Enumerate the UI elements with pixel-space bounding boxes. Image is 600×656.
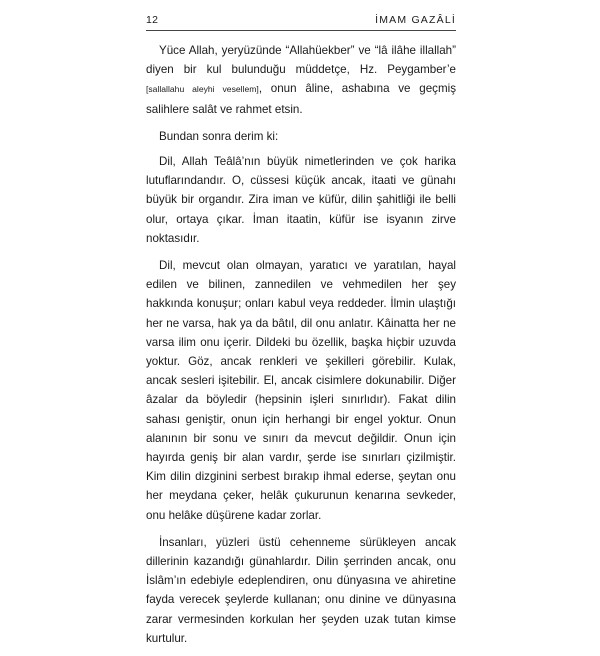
page-number: 12 [146, 14, 159, 26]
paragraph-invocation: Yüce Allah, yeryüzünde “Allahüekber” ve “lâ ilâhe illallah” diyen bir kul bulunduğu müddetçe, Hz. Peygamber’e [sallallahu aleyhi vesellem], onun âline, ashabına ve geçmiş salihlere salât ve rahmet etsin. [146, 44, 456, 116]
salawat-note: [sallallahu aleyhi vesellem] [146, 84, 259, 95]
paragraph-intro: Bundan sonra derim ki: [159, 129, 279, 143]
header-rule [146, 30, 456, 31]
running-title: İMAM GAZÂLİ [375, 14, 456, 26]
page-body [146, 41, 456, 656]
paragraph-body: Dil, mevcut olan olmayan, yaratıcı ve yaratılan, hayal edilen ve bilinen, zannedilen ve vehmedilen her şey hakkında konuşur; onları kabul veya reddeder. İlmin ulaştığı her ne varsa, hak ya da bâtıl, dil onu anlatır. Kâinatta her ne varsa ilim onu içerir. Dildeki bu özellik, başka hiçbir uzuvda yoktur. Göz, ancak renkleri ve şekilleri görebilir. Kulak, ancak sesleri işitebilir. El, ancak cisimlere dokunabilir. Diğer âzalar da böyledir (hepsinin işleri sınırlıdır). Fakat dilin sahası geniştir, onun için herhangi bir engel yoktur. Onun alanının bir sonu ve sınırı da mevcut değildir. Onun için hayırda geniş bir alan vardır, şerde ise sınırları çizilmiştir. Kim dilin dizginini serbest bırakıp ihmal ederse, şeytan onu her meydana çeker, helâk çukurunun kenarına sevkeder, onu helâke düşürene kadar zorlar. [146, 259, 456, 522]
paragraph-body: Dil, Allah Teâlâ’nın büyük nimetlerinden ve çok harika lutuflarındandır. O, cüssesi küçük ancak, itaati ve günahı büyük bir organdır. Zira iman ve küfür, dilin şahitliği ile belli olur, ortaya çıkar. İman itaatin, küfür ise isyanın zirve noktasıdır. [146, 155, 456, 245]
paragraph-body: İnsanları, yüzleri üstü cehenneme sürükleyen ancak dillerinin kazandığı günahlardır. Dilin şerrinden ancak, onu İslâm’ın edebiyle edeplendiren, onu dünyasına ve ahiretine fayda verecek şeylerde kullanan; onu dinine ve dünyasına zarar vermesinden korkulan her şeyden uzak tutan kimse kurtulur. [146, 535, 456, 645]
